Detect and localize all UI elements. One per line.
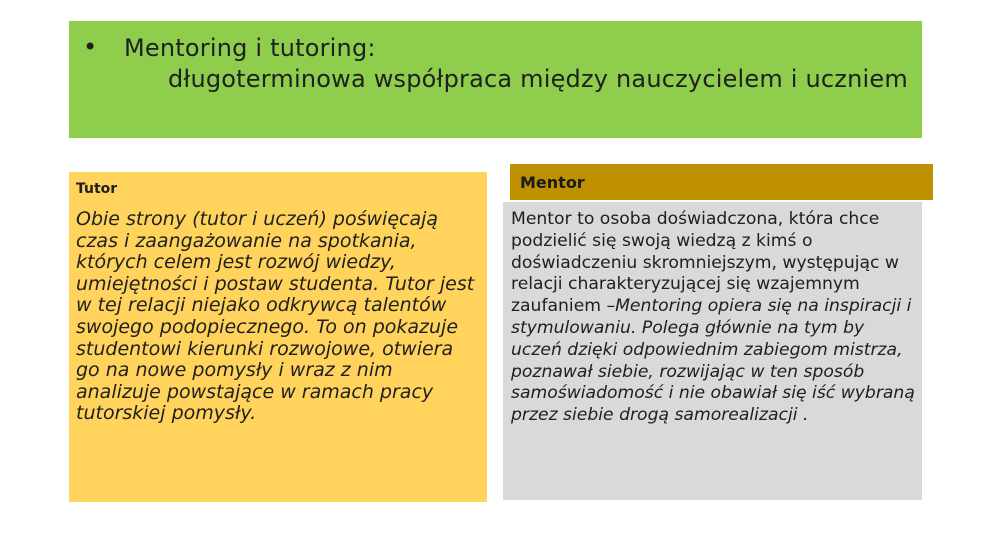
tutor-heading: Tutor [76, 181, 118, 197]
mentor-heading: Mentor [510, 164, 933, 200]
tutor-text: Obie strony (tutor i uczeń) poświęcają czas i zaangażowanie na spotkania, których celem jest rozwój wiedzy, umiejętności i postaw studenta. Tutor jest w tej relacji niejako odkrywcą talentów swojego podopiecznego. To on pokazuje studentowi kierunki rozwojowe, otwiera go na nowe pomysły i wraz z nim analizuje powstające w ramach pracy tutorskiej pomysły. [76, 208, 475, 425]
slide-subtitle: długoterminowa współpraca między nauczycielem i uczniem [168, 65, 908, 93]
slide-title: Mentoring i tutoring: [124, 34, 376, 62]
bullet: • [83, 33, 98, 61]
tutor-box [69, 172, 487, 502]
mentor-text-italic: Mentoring opiera się na inspiracji i stymulowaniu. Polega głównie na tym by uczeń dzięki odpowiednim zabiegom mistrza, poznawał siebie, rozwijając w ten sposób samoświadomość i nie obawiał się iść wybraną przez siebie drogą samorealizacji . [511, 296, 915, 426]
header-banner [69, 21, 922, 138]
mentor-text-regular: Mentor to osoba doświadczona, która chce podzielić się swoją wiedzą z kimś o doświadczeniu skromniejszym, występując w relacji charakteryzującej się wzajemnym zaufaniem – [511, 209, 899, 317]
mentor-box [503, 202, 922, 500]
